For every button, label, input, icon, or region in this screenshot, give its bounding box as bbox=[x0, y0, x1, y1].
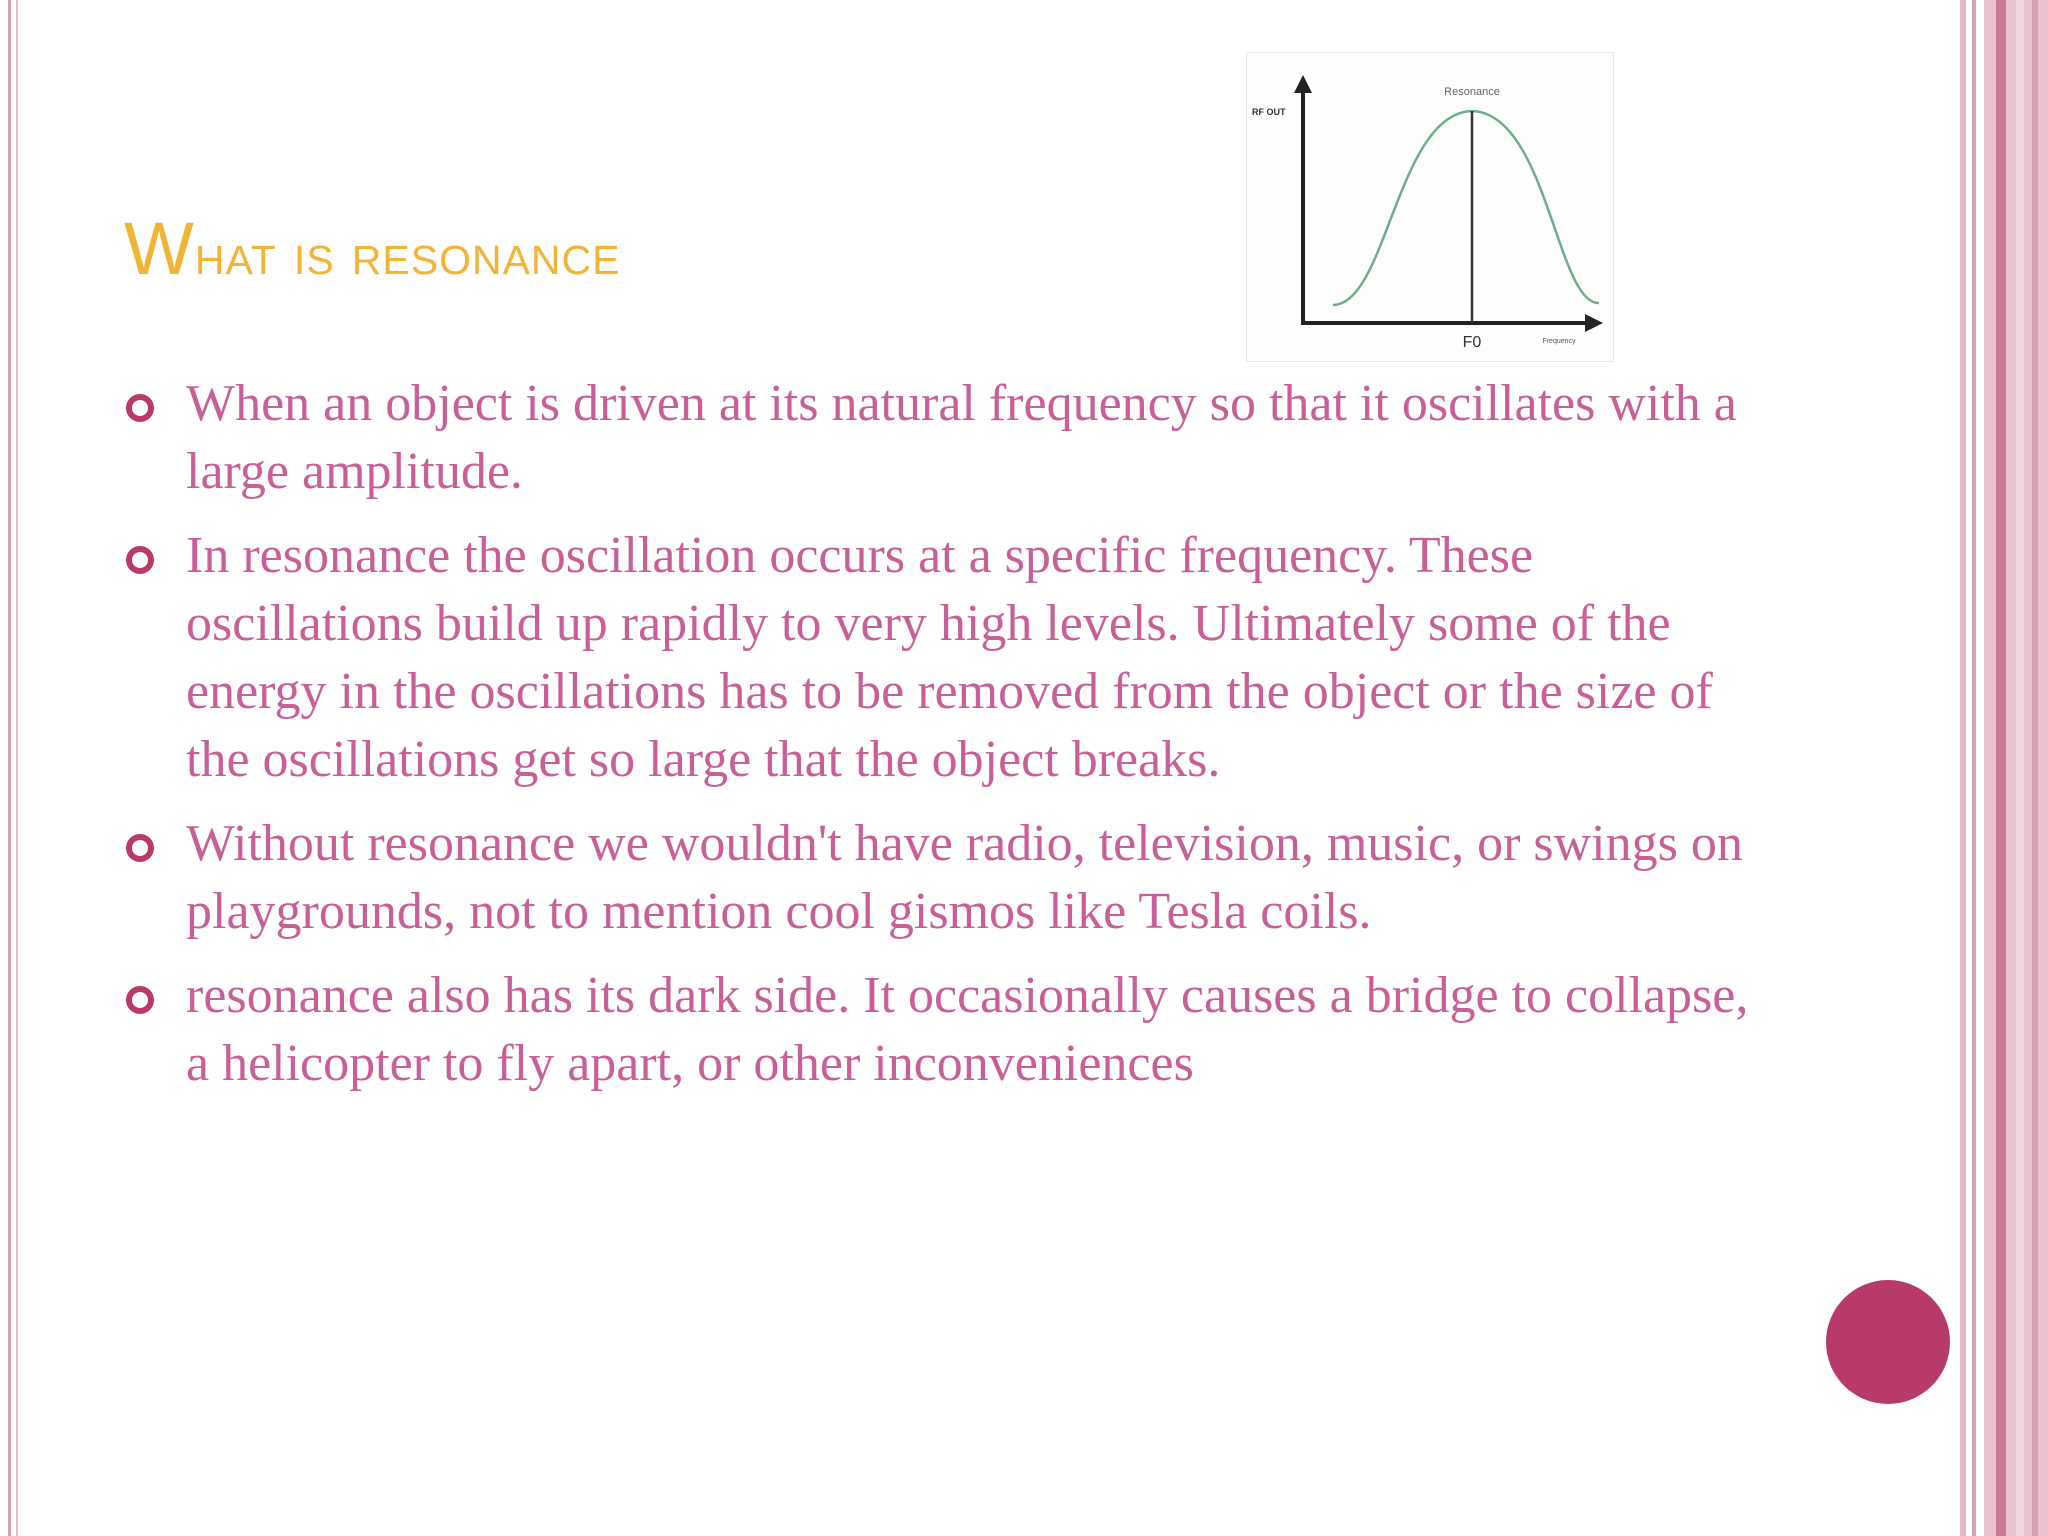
x-axis-label: Frequency bbox=[1542, 338, 1576, 345]
slide-title bbox=[124, 207, 621, 290]
right-decorative-line bbox=[2016, 0, 2024, 1536]
bullet-text: resonance also has its dark side. It occasionally causes a bridge to collapse, a helicopter to fly apart, or other inconveniences bbox=[186, 967, 1749, 1092]
left-border-line bbox=[8, 0, 11, 1536]
x-tick-label: F0 bbox=[1462, 334, 1482, 351]
title-rest: hat is resonance bbox=[194, 222, 621, 287]
left-border-line bbox=[16, 0, 18, 1536]
list-item bbox=[126, 962, 1766, 1098]
bullet-list bbox=[126, 370, 1766, 1114]
bullet-circle-icon bbox=[126, 394, 154, 422]
title-first-letter: W bbox=[124, 207, 195, 290]
list-item bbox=[126, 370, 1766, 506]
y-axis-label: RF OUT bbox=[1252, 107, 1286, 117]
resonance-graph bbox=[1247, 53, 1613, 361]
list-item bbox=[126, 522, 1766, 794]
right-decorative-line bbox=[2032, 0, 2038, 1536]
resonance-graph-image bbox=[1246, 52, 1614, 362]
right-decorative-line bbox=[1960, 0, 1966, 1536]
peak-label: Resonance bbox=[1444, 86, 1500, 98]
decorative-circle bbox=[1826, 1280, 1950, 1404]
bullet-circle-icon bbox=[126, 834, 154, 862]
bullet-circle-icon bbox=[126, 986, 154, 1014]
right-decorative-line bbox=[1996, 0, 2006, 1536]
x-axis-arrow bbox=[1585, 314, 1603, 332]
bullet-circle-icon bbox=[126, 546, 154, 574]
resonance-curve bbox=[1333, 111, 1599, 305]
bullet-text: When an object is driven at its natural frequency so that it oscillates with a large amplitude. bbox=[186, 375, 1737, 500]
list-item bbox=[126, 810, 1766, 946]
bullet-text: Without resonance we wouldn't have radio, television, music, or swings on playgrounds, not to mention cool gismos like Tesla coils. bbox=[186, 815, 1743, 940]
right-decorative-line bbox=[1972, 0, 1976, 1536]
bullet-text: In resonance the oscillation occurs at a specific frequency. These oscillations build up rapidly to very high levels. Ultimately some of the energy in the oscillations has to be removed from the object or the size of the oscillations get so large that the object breaks. bbox=[186, 527, 1713, 788]
y-axis-arrow bbox=[1294, 75, 1312, 93]
